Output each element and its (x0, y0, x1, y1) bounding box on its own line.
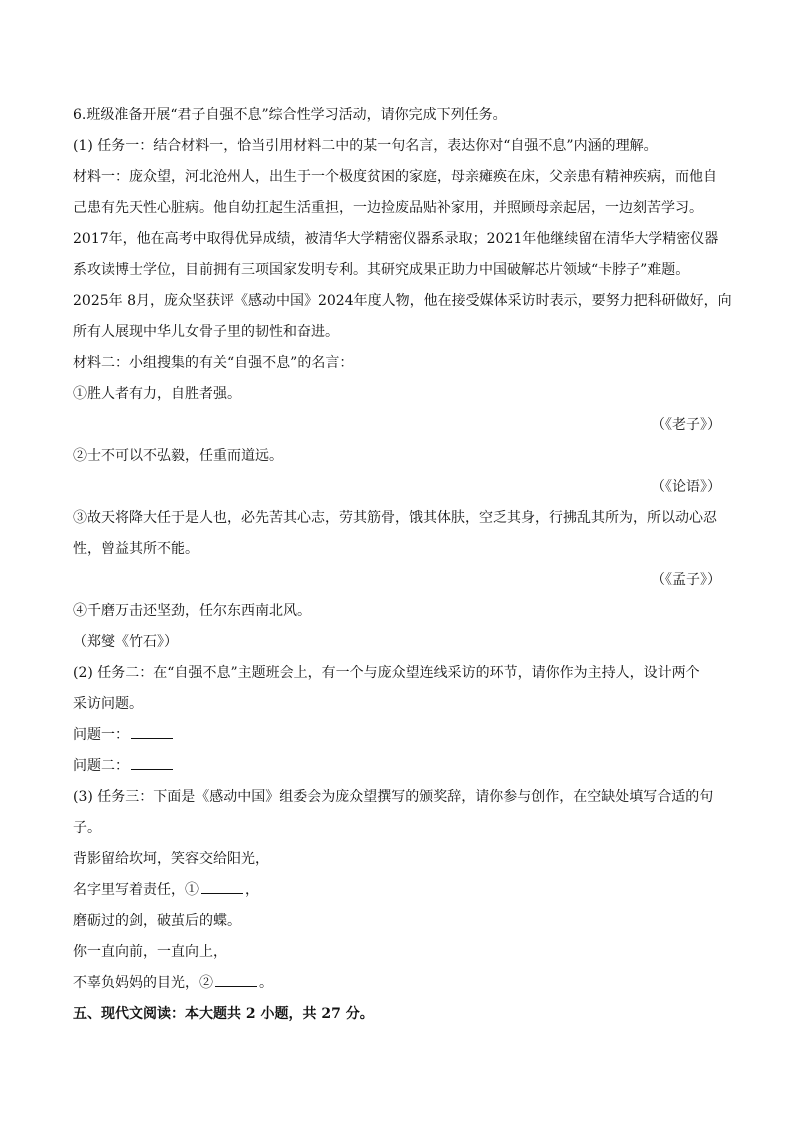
task3 (73, 782, 721, 999)
material1-line: 2017年，他在高考中取得优异成绩，被清华大学精密仪器系录取；2021年他继续留在清华大学精密仪器 (73, 231, 719, 247)
task2 (73, 658, 721, 782)
q1-label: 问题一： (73, 727, 129, 743)
question-heading: 6.班级准备开展“君子自强不息”综合性学习活动，请你完成下列任务。 (73, 107, 507, 123)
poem-text: 名字里写着责任，① (73, 882, 199, 898)
question-6 (73, 100, 732, 1030)
material1-line: 系攻读博士学位，目前拥有三项国家发明专利。其研究成果正助力中国破解芯片领域“卡脖子”难题。 (73, 262, 690, 278)
quote-text: 性，曾益其所不能。 (73, 541, 199, 557)
answer-blank-q1[interactable] (131, 725, 173, 739)
q2-label: 问题二： (73, 758, 129, 774)
poem-line: 磨砺过的剑，破茧后的蝶。 (73, 913, 241, 929)
task3-prompt: (3) 任务三：下面是《感动中国》组委会为庞众望撰写的颁奖辞，请你参与创作，在空缺处填写合适的句 (73, 789, 714, 805)
material1-line: 所有人展现中华儿女骨子里的韧性和奋进。 (73, 324, 339, 340)
quote-list (73, 379, 721, 658)
quote-source: （《老子》） (651, 417, 721, 433)
poem-punct: 。 (259, 975, 273, 991)
poem-line (73, 968, 721, 999)
quote-source: （《孟子》） (651, 572, 721, 588)
task2-prompt: (2) 任务二：在“自强不息”主题班会上，有一个与庞众望连线采访的环节，请你作为主持人，设计两个 (73, 665, 700, 681)
poem-text: 不辜负妈妈的目光，② (73, 975, 213, 991)
material1-line: 2025年 8月，庞众坚获评《感动中国》2024年度人物，他在接受媒体采访时表示，要努力把科研做好，向 (73, 293, 732, 309)
answer-blank-q2[interactable] (131, 756, 173, 770)
material-one (73, 162, 732, 348)
task3-prompt: 子。 (73, 820, 101, 836)
quote-text: ③故天将降大任于是人也，必先苦其心志，劳其筋骨，饿其体肤，空乏其身，行拂乱其所为，所以动心忍 (73, 510, 717, 526)
task2-prompt: 采访问题。 (73, 696, 143, 712)
answer-line-q1 (73, 720, 721, 751)
quote-source: （《论语》） (651, 479, 721, 495)
poem-line: 背影留给坎坷，笑容交给阳光， (73, 851, 269, 867)
poem-line: 你一直向前，一直向上， (73, 944, 227, 960)
answer-blank-1[interactable] (201, 880, 243, 894)
material1-line: 己患有先天性心脏病。他自幼扛起生活重担，一边捡废品贴补家用，并照顾母亲起居，一边刻苦学习。 (73, 200, 703, 216)
quote-source: （郑燮《竹石》） (73, 634, 178, 650)
quote-text: ①胜人者有力，自胜者强。 (73, 386, 241, 402)
section-heading: 五、现代文阅读：本大题共 2 小题，共 27 分。 (73, 1006, 374, 1022)
answer-line-q2 (73, 751, 721, 782)
quote-text: ②士不可以不弘毅，任重而道远。 (73, 448, 283, 464)
quote-text: ④千磨万击还坚劲，任尔东西南北风。 (73, 603, 311, 619)
answer-blank-2[interactable] (215, 973, 257, 987)
material2-title: 材料二：小组搜集的有关“自强不息”的名言： (73, 355, 354, 371)
material1-line: 材料一：庞众望，河北沧州人，出生于一个极度贫困的家庭，母亲瘫痪在床，父亲患有精神疾病，而他自 (73, 169, 717, 185)
task1-prompt: (1) 任务一：结合材料一，恰当引用材料二中的某一句名言，表达你对“自强不息”内涵的理解。 (73, 138, 658, 154)
poem-line (73, 875, 721, 906)
poem-punct: ， (245, 882, 259, 898)
